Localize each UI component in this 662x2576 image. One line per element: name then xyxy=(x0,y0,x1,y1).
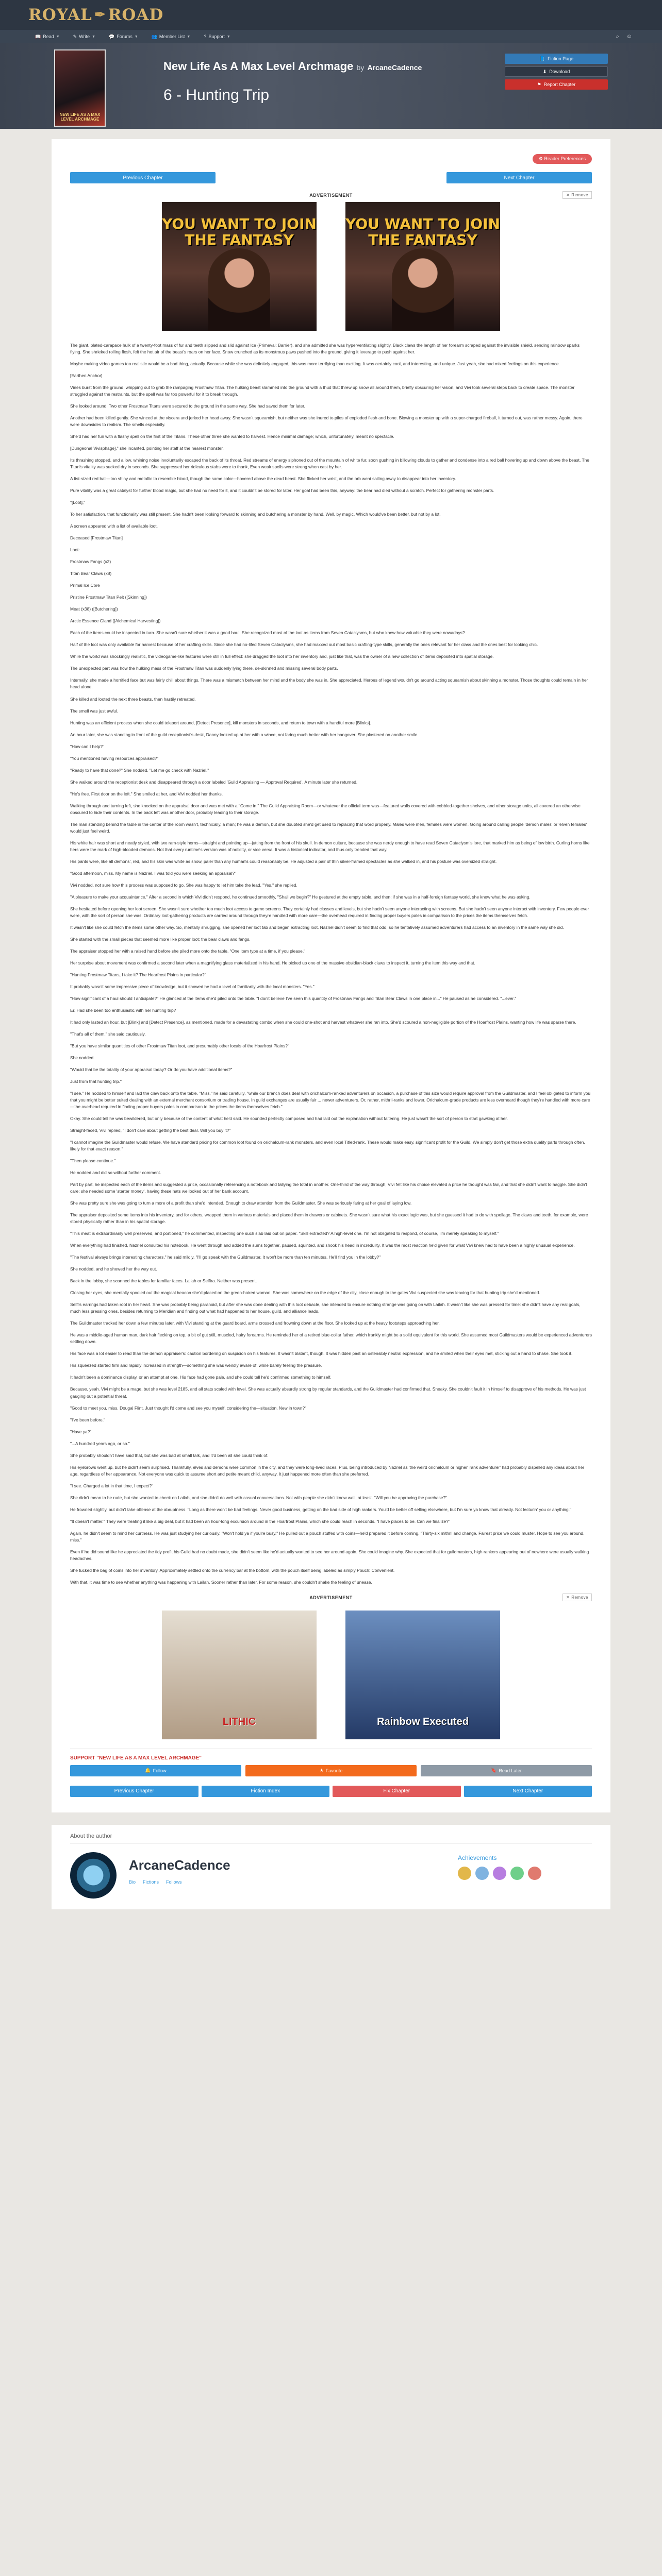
chevron-down-icon: ▼ xyxy=(226,35,230,39)
chapter-paragraph: She'd had her fun with a flashy spell on the first of the Titans. These other three she wanted to harvest. Hence minimal damage; which, unfortunately, meant no spectacle. xyxy=(70,434,394,439)
chapter-paragraph: She killed and looted the next three beasts, then hastily retreated. xyxy=(70,696,196,702)
ad-figure xyxy=(392,248,454,331)
chapter-paragraph: Another had been killed gently. She winced at the viscera and jerked her head away. She wasn't squeamish, but neither was she inured to piles of exploded flesh and bone. Blowing a monster up with a super-charged fireball, it turned out, was rather messy. Again, there were downsides to realism. The smells especially. xyxy=(70,415,583,428)
advertisement-bottom-right[interactable] xyxy=(345,1611,500,1739)
chapter-paragraph: To her satisfaction, that functionality was still present. She hadn't been looking forward to skinning and butchering a monster by hand. Well, by magic. Which would've been better, but not by a lot. xyxy=(70,512,441,517)
chapter-paragraph: An hour later, she was standing in front of the guild receptionist's desk, Danny looked up at her with a wince, not faring much better with her hangover. She plastered on another smile. xyxy=(70,732,419,737)
chapter-paragraph: "Have ya?" xyxy=(70,1429,92,1434)
chapter-paragraph: Deceased [Frostmaw Titan] xyxy=(70,535,123,541)
ad-figure xyxy=(208,248,270,331)
chapter-paragraph: When everything had finished, Nazriel consulted his notebook. He went through and added the sums together, paused, squinted, and shook his head in incredulity. It was the most reaction he'd given for what Vivi knew had to have been a highly unusual experience. xyxy=(70,1243,575,1248)
chapter-paragraph: She tucked the bag of coins into her inventory. Approximately settled onto the currency bar at the bottom, with the pouch itself being labeled as simply Pouch: Convenient. xyxy=(70,1567,395,1573)
chapter-paragraph: She was pretty sure she was going to turn a more of a profit than she'd intended. Enough to draw attention from the Guildmaster. She was seriously faring at her goal of laying low. xyxy=(70,1200,412,1206)
chapter-paragraph: The man standing behind the table in the center of the room wasn't, technically, a man; he was a demon, but she doubted she'd get used to replacing that word properly. Males were men, females were women. Going around calling people 'demon males' or 'elven females' would just feel weird. xyxy=(70,821,587,834)
achievement-badge-icon[interactable] xyxy=(493,1867,506,1880)
chevron-down-icon: ▼ xyxy=(92,35,95,39)
chapter-paragraph: "I've been before." xyxy=(70,1417,106,1422)
chapter-paragraph: Straight-faced, Vivi replied, "I don't care about getting the best deal. Will you buy it?" xyxy=(70,1128,231,1133)
chapter-paragraph: It had only lasted an hour, but [Blink] and [Detect Presence], as mentioned, made for a devastating combo when she could one-shot and harvest whatever she ran into. She'd scoured a non-negligible portion of the Hoarfrost Plains, wanting how life was sparse there. xyxy=(70,1019,576,1025)
chapter-paragraph: With that, it was time to see whether anything was happening with Lailah. Sooner rather than later. For some reason, she couldn't shake the feeling of unease. xyxy=(70,1579,372,1585)
chapter-paragraph: Vivi nodded, not sure how this process was supposed to go. She was happy to let him take the lead. "Yes," she replied. xyxy=(70,882,297,888)
fix-chapter-button[interactable]: Fix Chapter xyxy=(333,1786,461,1797)
chapter-paragraph: She nodded, and he showed her the way out. xyxy=(70,1266,157,1272)
chevron-down-icon: ▼ xyxy=(187,35,191,39)
chapter-paragraph: She probably shouldn't have said that, but she was bad at small talk, and it'd been all she could think of. xyxy=(70,1452,269,1458)
chapter-paragraph: "A pleasure to make your acquaintance." After a second in which Vivi didn't respond, he continued smoothly, "Shall we begin?" He gestured at the empty table, and then: if she was in a half-foreign fantasy world, she knew what he was asking. xyxy=(70,894,531,900)
user-icon[interactable]: ☺ xyxy=(626,33,632,40)
read-later-button[interactable]: 🔖 Read Later xyxy=(421,1765,592,1776)
bell-icon: 🔔 xyxy=(145,1768,151,1773)
achievements-label: Achievements xyxy=(458,1854,497,1861)
chapter-paragraph: Er. Had she been too enthusiastic with her hunting trip? xyxy=(70,1007,176,1013)
chapter-paragraph: Pure vitality was a great catalyst for further blood magic, but she had no need for it, and it couldn't be stored for later. Her goal had been this, anyway: the bear had died without a scratch. Perfect for gathering monster parts. xyxy=(70,488,494,494)
chapter-paragraph: Meat (x38) ([Butchering]) xyxy=(70,606,118,612)
star-icon: ★ xyxy=(319,1768,324,1773)
chapter-paragraph: Back in the lobby, she scanned the tables for familiar faces. Lailah or Selfira. Neither was present. xyxy=(70,1278,257,1284)
chapter-paragraph: Arctic Essence Gland ([Alchemical Harvesting]) xyxy=(70,618,161,624)
chapter-paragraph: Its thrashing stopped, and a low, whining noise involuntarily escaped the back of its throat. Red streams of energy siphoned out of the mountain of white fur, soon gushing in billowing clouds to gather and condense into a red ball hovering up and down above the beast. The Titan's vitality was sucked dry in seconds. She suppressed her ridiculous stabs were to thank, Even weak spells were strong when cast by her. xyxy=(70,457,589,470)
cover-title: NEW LIFE AS A MAX LEVEL ARCHMAGE xyxy=(59,112,101,122)
chapter-paragraph: "But you have similar quantities of other Frostmaw Titan loot, and presumably other locals of the Hoarfrost Plains?" xyxy=(70,1043,289,1048)
download-button[interactable]: ⬇ Download xyxy=(505,66,608,77)
report-chapter-button[interactable]: ⚑ Report Chapter xyxy=(505,79,608,90)
support-title: SUPPORT "NEW LIFE AS A MAX LEVEL ARCHMAGE" xyxy=(70,1755,202,1761)
fiction-by: by xyxy=(356,63,365,72)
chapter-paragraph: Pristine Frostmaw Titan Pelt ([Skinning]) xyxy=(70,595,147,600)
book-icon: 📘 xyxy=(539,56,545,61)
chapter-paragraph: Selfi's earrings had taken root in her heart. She was probably being paranoid, but after she was done dealing with this loot debacle, she intended to ensure nothing strange was going on with Lailah. It wasn't like she was pressed for time: she didn't have any real goals, much less pressing ones, besides returning to Meridian and finding out what had happened to her house, guild, and alliance leads. xyxy=(70,1302,581,1314)
author-bio-link[interactable]: Bio xyxy=(129,1879,136,1885)
chapter-paragraph: He nodded and did so without further comment. xyxy=(70,1170,161,1176)
logo-right: ROAD xyxy=(108,6,164,24)
chapter-paragraph: Hunting was an efficient process when she could teleport around, [Detect Presence], kill monsters in seconds, and return to town with a handful more [Blinks]. xyxy=(70,720,371,725)
chapter-paragraph: The appraiser stopped her with a raised hand before she piled more onto the table. "One item type at a time, if you please." xyxy=(70,948,306,954)
chapter-paragraph: [Dungeonal Vivisphage]," she incanted, pointing her staff at the nearest monster. xyxy=(70,446,224,451)
advertisement-label: ADVERTISEMENT ✕ Remove xyxy=(70,1595,592,1600)
chapter-portlet xyxy=(52,139,610,1812)
chapter-paragraph: It probably wasn't some impressive piece of knowledge, but it showed he had a level of familiarity with the local monsters. "Yes." xyxy=(70,984,315,989)
nav-support[interactable]: ? Support ▼ xyxy=(204,34,230,39)
close-icon: ✕ xyxy=(566,1595,570,1600)
chapter-paragraph: The appraiser deposited some items into his inventory, and for others, wrapped them in various materials and placed them in drawers or cabinets. She wasn't sure what his exact logic was, but she guessed it had to do with spoilage. The claws and teeth, for example, were stored physically rather than in his spatial storage. xyxy=(70,1212,588,1225)
fiction-title xyxy=(163,60,422,73)
chapter-paragraph: She walked around the receptionist desk and disappeared through a door labeled 'Guild Appraising — Approval Required'. A minute later she returned. xyxy=(70,779,358,785)
bottom-next-chapter-button[interactable]: Next Chapter xyxy=(464,1786,592,1797)
achievement-badge-icon[interactable] xyxy=(528,1867,541,1880)
chapter-paragraph: [Earthen Anchor] xyxy=(70,373,103,379)
chapter-paragraph: Her surprise about movement was confirmed a second later when a magnifying glass materialized in his hand. He picked up one of the massive obsidian-black claws to inspect it, turning the item this way and that. xyxy=(70,960,475,965)
fiction-cover[interactable] xyxy=(54,49,106,127)
author-follows-link[interactable]: Follows xyxy=(166,1879,182,1885)
chapter-paragraph: Loot: xyxy=(70,547,80,553)
advertisement-label: ADVERTISEMENT ✕ Remove xyxy=(70,193,592,198)
chapter-paragraph: Because, yeah. Vivi might be a mage, but she was level 2185, and all stats scaled with level. She was actually absurdly strong by regular standards, and the Guildmaster had confirmed that. Sneaky. She couldn't fault it in himself to disapprove of his methods. He was just gauging out a potential threat. xyxy=(70,1386,586,1399)
chapter-paragraph: The Guildmaster tracked her down a few minutes later, with Vivi standing at the guard board, arms crossed and frowning down at the floor. She looked up at the heavy footsteps approaching her. xyxy=(70,1320,440,1326)
bookmark-icon: 🔖 xyxy=(491,1768,497,1773)
chapter-paragraph: "How can I help?" xyxy=(70,743,105,749)
chapter-paragraph: "Hunting Frostmaw Titans, I take it? The Hoarfrost Plains in particular?" xyxy=(70,972,206,977)
chapter-content xyxy=(70,342,592,1586)
chapter-paragraph: Okay. She could tell he was bewildered, but only because of the content of what he'd said. He sounded perfectly composed and had laid out the explanation without faltering. He just wasn't the sort of person to start gawking at her. xyxy=(70,1116,508,1122)
advertisement-bottom-left[interactable] xyxy=(162,1611,317,1739)
chapter-paragraph: His white hair was short and neatly styled, with two ram-style horns—straight and pointing up—jutting from the front of his skull. In demon culture, because she was nerdy enough to have read Seven Cataclysm's lore, that marked him as being of low birth. Curling horns like hers were the mark of high-blooded demons. Not that every runtime's version was of nobility, or vice versa. It was a historical indicator, and thus only trended that way. xyxy=(70,840,590,852)
chapter-paragraph: Just from that hunting trip." xyxy=(70,1079,122,1084)
flag-icon: ⚑ xyxy=(537,81,541,87)
gear-icon: ⚙ xyxy=(538,156,543,161)
users-icon: 👥 xyxy=(151,33,157,39)
chapter-paragraph: "Then please continue." xyxy=(70,1158,116,1164)
remove-ad-button[interactable]: ✕ Remove xyxy=(562,191,592,199)
chapter-paragraph: "How significant of a haul should I anticipate?" He glanced at the items she'd piled onto the table. "I don't believe I've seen this quantity of Frostmaw Fangs and Titan Bear Claws in one place in..." He paused as he considered. "...ever." xyxy=(70,995,517,1001)
chapter-paragraph: A screen appeared with a list of available loot. xyxy=(70,523,158,529)
remove-ad-button[interactable]: ✕ Remove xyxy=(562,1594,592,1601)
chapter-paragraph: A fist-sized red ball—too shiny and metallic to resemble blood, though the same color—hovered above the dead beast. She flicked her wrist, and the orb went sailing away to disappear into her inventory. xyxy=(70,476,456,482)
about-author-label: About the author xyxy=(70,1833,592,1844)
pen-icon: ✎ xyxy=(73,33,77,39)
chapter-paragraph: She started with the small pieces that seemed more like proper loot: the bear claws and fangs. xyxy=(70,936,251,942)
chapter-paragraph: Again, he didn't seem to mind her curtness. He was just studying her curiously. "Won't hold ya if you're busy." He pulled out a pouch stuffed with coins—he'd prepared it before coming. "Thirty-six mithril and change. Fairest price we could muster. Hope to see you around, miss." xyxy=(70,1530,585,1543)
chapter-paragraph: "That's all of them," she said cautiously. xyxy=(70,1031,146,1037)
chapter-paragraph: It wasn't like she could fetch the items some other way. So, mentally shrugging, she opened her loot tab and began extracting loot. Nazriel didn't seem to find that odd, so he tentatively assumed adventurers had access to an inventory in the same way she did. xyxy=(70,924,564,930)
chapter-paragraph: "I see. Charged a lot in that time, I expect?" xyxy=(70,1483,153,1488)
chapter-paragraph: He frowned slightly, but didn't take offense at the abruptness. "Long as there won't be bad feelings. Never good business, getting on the bad side of high rankers. You'd be better off selling elsewhere, but I'm sure ya know that already. Not lecturin' you or anything." xyxy=(70,1506,571,1512)
chapter-paragraph: The giant, plated-carapace hulk of a twenty-foot mass of fur and teeth slipped and slid against Ice (Primeval: Barrier), and she admitted she was hyperventilating slightly. Black claws the length of her forearm scraped against the invisible shield, sending rainbow sparks flying. She shrieked rolling flesh, felt the hot air of the beast's roars on her face. Snow crunched as its monstrous paws pushed into the ground, giving it leverage to push against her. xyxy=(70,343,580,355)
chapter-paragraph: Part by part, he inspected each of the items and suggested a price, occasionally referencing a notebook and tallying the total in another. One-third of the way through, Vivi felt like his choice elevated a price he thought was fair, and that she didn't want to haggle. She didn't care; she needed some 'starter money', having these hats we looked out of her bank account. xyxy=(70,1182,587,1194)
chapter-paragraph: Vines burst from the ground, whipping out to grab the rampaging Frostmaw Titan. The hulking beast slammed into the ground with a thud that threw up snow all around them, briefly obscuring her vision, and Vivi took several steps back to create space. The monster struggled against the restraints, but the spell was far too powerful for it to break through. xyxy=(70,385,575,397)
chapter-paragraph: "I cannot imagine the Guildmaster would refuse. We have standard pricing for common loot found on orichalcum-rank monsters, and even local Titled-rank. These would make easy, significant profit for the Guild. We simply don't get those extra quality parts through often, likely for that exact reason." xyxy=(70,1140,585,1152)
chapter-paragraph: Frostmaw Fangs (x2) xyxy=(70,559,111,565)
nav-forums[interactable]: 💬 Forums ▼ xyxy=(109,33,138,39)
chapter-paragraph: She looked around. Two other Frostmaw Titans were secured to the ground in the same way. She had saved them for later. xyxy=(70,403,305,409)
chapter-title: 6 - Hunting Trip xyxy=(163,87,270,104)
chapter-paragraph: His pants were, like all demons', red, and his skin was white as snow, paler than any human's could reasonably be. He adjusted a pair of thin silver-framed spectacles as she walked in, and his posture was oversized straight. xyxy=(70,858,497,864)
chevron-down-icon: ▼ xyxy=(56,35,60,39)
chapter-paragraph: She nodded. xyxy=(70,1055,95,1060)
chapter-paragraph: "You mentioned having resources appraised?" xyxy=(70,755,159,761)
chapter-paragraph: She didn't mean to be rude, but she wanted to check on Lailah, and she didn't do well with casual conversations. Not with people she didn't know well, at least. "Will you be approving the purchase?" xyxy=(70,1495,447,1500)
chapter-paragraph: "...A hundred years ago, or so." xyxy=(70,1440,130,1446)
achievement-badge-icon[interactable] xyxy=(475,1867,489,1880)
fiction-author-link[interactable]: ArcaneCadence xyxy=(367,63,422,72)
chapter-paragraph: Maybe making video games too realistic would be a bad thing, actually. Because while she was definitely engaged, this was more terrifying than exciting. It was certainly cool, and interesting, and unique. Just yeah, she had mixed feelings on this experience. xyxy=(70,361,560,367)
quill-icon: ✒ xyxy=(94,7,106,23)
bottom-previous-chapter-button[interactable]: Previous Chapter xyxy=(70,1786,198,1797)
author-name[interactable]: ArcaneCadence xyxy=(129,1857,230,1873)
chapter-paragraph: "Good afternoon, miss. My name is Nazriel. I was told you were seeking an appraisal?" xyxy=(70,870,237,876)
help-icon: ? xyxy=(204,34,207,39)
about-author-section xyxy=(52,1825,610,1909)
search-icon[interactable]: ⌕ xyxy=(616,33,619,40)
chapter-paragraph: "I see." He nodded to himself and laid the claw back onto the table. "Miss," he said carefully, "while our branch does deal with orichalcum-ranked adventurers on occasion, a purchase of this size would require approval from the Guildmaster, and I feel obligated to inform you that you might be better suited dealing with an external merchant consortium or trading house. In guild exchanges are usually fair ... newer adventurers. Or, rather, mithril-ranks and lower. Orichalcum-grade products are less overheard though they're handled with more care—the overhead required in finding proper buyers pales in comparison to the prices the items themselves fetch." xyxy=(70,1091,591,1110)
chapter-paragraph: "[Loot]," xyxy=(70,500,86,505)
chevron-down-icon: ▼ xyxy=(134,35,138,39)
chapter-paragraph: While the world was shockingly realistic, the videogame-like features were still in full effect: she dragged the loot into her inventory and, just like that, was the owner of a new collection of items deposited into spatial storage. xyxy=(70,654,494,659)
support-section xyxy=(70,1749,592,1776)
favorite-button[interactable]: ★ Favorite xyxy=(245,1765,417,1776)
chapter-paragraph: "He's free. First door on the left." She smiled at her, and Vivi nodded her thanks. xyxy=(70,791,223,796)
fiction-title-text[interactable]: New Life As A Max Level Archmage xyxy=(163,60,354,73)
chapter-paragraph: Primal Ice Core xyxy=(70,583,100,588)
top-bar xyxy=(0,0,662,30)
chapter-paragraph: "It doesn't matter." They were treating it like a big deal, but it had been an hour-long excursion around in the Hoarfrost Plains, which she could reach in seconds. "I have places to be. Can we finalize?" xyxy=(70,1518,450,1524)
ad-text-bottom-left: LITHIC xyxy=(222,1716,256,1727)
chapter-paragraph: Even if he did sound like he appreciated the tidy profit his Guild had no doubt made, she didn't seem like he'd actually wanted to see her around again. She could imagine why. She expected that for guildmasters, high rankers appearing out of nowhere were usually walking headaches. xyxy=(70,1549,589,1561)
chapter-paragraph: The smell was just awful. xyxy=(70,708,119,714)
chapter-paragraph: "This meat is extraordinarily well preserved, and portioned," he commented, inspecting one such slab laid out on paper. "Skill extracted? A high-level one. I'm not obligated to respond, of course, I'm merely speaking to myself." xyxy=(70,1231,499,1236)
ad-text-left: YOU WANT TO JOIN THE FANTASY xyxy=(162,215,317,248)
chapter-paragraph: "The festival always brings interesting characters," he said mildly. "I'll go speak with the Guildmaster. It won't be more than ten minutes. He'll find you in the lobby?" xyxy=(70,1255,381,1260)
ad-text-right: YOU WANT TO JOIN THE FANTASY xyxy=(345,215,500,248)
author-fictions-link[interactable]: Fictions xyxy=(143,1879,159,1885)
close-icon: ✕ xyxy=(566,193,570,197)
follow-button[interactable]: 🔔 Follow xyxy=(70,1765,241,1776)
achievement-badge-icon[interactable] xyxy=(510,1867,524,1880)
chapter-paragraph: "Ready to have that done?" She nodded. "Let me go check with Nazriel." xyxy=(70,767,209,773)
chapter-paragraph: "Would that be the totality of your appraisal today? Or do you have additional items?" xyxy=(70,1067,233,1073)
previous-chapter-button[interactable]: Previous Chapter xyxy=(70,172,216,183)
chapter-paragraph: Each of the items could be inspected in turn. She wasn't sure whether it was a good haul. She recognized most of the loot as items from Seven Cataclysms, but who knew how valuable they were nowadays? xyxy=(70,630,465,636)
logo-left: ROYAL xyxy=(28,6,92,24)
nav-read[interactable]: 📖 Read ▼ xyxy=(35,33,60,39)
author-avatar[interactable] xyxy=(70,1852,117,1899)
chapter-paragraph: Titan Bear Claws (x8) xyxy=(70,571,112,577)
chapter-paragraph: Walking through and turning left, she knocked on the appraisal door and was met with a "Come in." The Guild Appraising Room—or whatever the official term was—featured walls covered with cobbled-together shelves, and other storage units, all covered an otherwise obscured to hide their contents. In the back left was another door, probably leading to their storage. xyxy=(70,803,581,815)
fiction-page-button[interactable]: 📘 Fiction Page xyxy=(505,54,608,64)
fiction-header xyxy=(0,43,662,129)
chapter-paragraph: His eyebrows went up, but he didn't seem surprised. Thankfully, elves and demons were common in the city, and they were long-lived races. Plus, being introduced by Nazriel as 'the weird orichalcum or higher' rank adventurer' had probably dispelled any ideas about her age, regardless of her appearance. Not everyone was quick to assume short and petite meant child, anyway. It just happened more often than she preferred. xyxy=(70,1464,585,1477)
chapter-paragraph: The unexpected part was how the hulking mass of the Frostmaw Titan was suddenly lying there, de-skinned and missing several body parts. xyxy=(70,666,338,671)
fiction-index-button[interactable]: Fiction Index xyxy=(202,1786,330,1797)
chapter-paragraph: Half of the loot was only available for harvest because of her crafting skills. Since she had no-lifed Seven Cataclysms, she had maxxed out most basic crafting-type skills, generally the ones relevant for her class and the ones best for looking chic. xyxy=(70,642,538,648)
nav-write[interactable]: ✎ Write ▼ xyxy=(73,33,95,39)
chapter-paragraph: Closing her eyes, she mentally spooled out the magical beacon she'd placed on the green-haired woman. She was somewhere on the edge of the city, close enough to the gates Vivi suspected she was leaving for that hunting trip she'd mentioned. xyxy=(70,1290,540,1296)
chapter-paragraph: Internally, she made a horrified face but was fairly chill about things. There was a mismatch between her mind and the body she was in. She appreciated. Heroes of legend wouldn't go around acting squeamish about skinning a monster. Those thoughts could remain in her head alone. xyxy=(70,677,588,690)
chapter-paragraph: It hadn't been a dominance display, or an attempt at one. His face had gone pale, and she could tell he'd confirmed something to himself. xyxy=(70,1375,332,1380)
chapter-paragraph: He was a middle-aged human man, dark hair flecking on top, a bit of gut still, muscled, hairy forearms. He reminded her of a retired blue-collar father, which frankly might be a solid equivalent for this world. She assumed most Guildmasters would be experienced adventurers settling down. xyxy=(70,1332,592,1345)
nav-member-list[interactable]: 👥 Member List ▼ xyxy=(151,33,191,39)
advertisement-right[interactable] xyxy=(345,202,500,331)
next-chapter-button[interactable]: Next Chapter xyxy=(446,172,592,183)
advertisement-left[interactable] xyxy=(162,202,317,331)
chapter-paragraph: She hesitated before opening her loot screen. She wasn't sure whether too much loot access to game screens. They certainly had classes and levels, but she hadn't seen anyone interacting with screens. But she hadn't seen anyone interact with inventory. Few people ever were, with the sort of person she was. Ordinary loot-gathering products are carried around through theyre handled with more care—the overhead required in finding proper buyers pales in comparison to the prices the items themselves fetch. xyxy=(70,906,589,918)
chapter-paragraph: His face was a lot easier to read than the demon appraiser's: caution bordering on suspicion on his features. It wasn't blatant, though. It was hidden past an ostensibly neutral expression, and he smiled when their eyes met, sticking out a hand to shake. She took it. xyxy=(70,1351,573,1357)
download-icon: ⬇ xyxy=(542,69,547,74)
chat-icon: 💬 xyxy=(109,33,115,39)
achievements xyxy=(458,1852,592,1899)
book-icon: 📖 xyxy=(35,33,41,39)
reader-preferences-button[interactable]: ⚙ Reader Preferences xyxy=(533,154,592,164)
achievement-badge-icon[interactable] xyxy=(458,1867,471,1880)
main-nav xyxy=(0,30,662,43)
site-logo[interactable] xyxy=(28,6,163,24)
chapter-paragraph: His squeezed started firm and rapidly increased in strength—something she was weirdly aware of, while barely feeling the pressure. xyxy=(70,1363,322,1368)
ad-text-bottom-right: Rainbow Executed xyxy=(377,1716,469,1727)
chapter-paragraph: "Good to meet you, miss. Dougal Flint. Just thought I'd come and see you myself, considering the—situation. New in town?" xyxy=(70,1405,307,1411)
